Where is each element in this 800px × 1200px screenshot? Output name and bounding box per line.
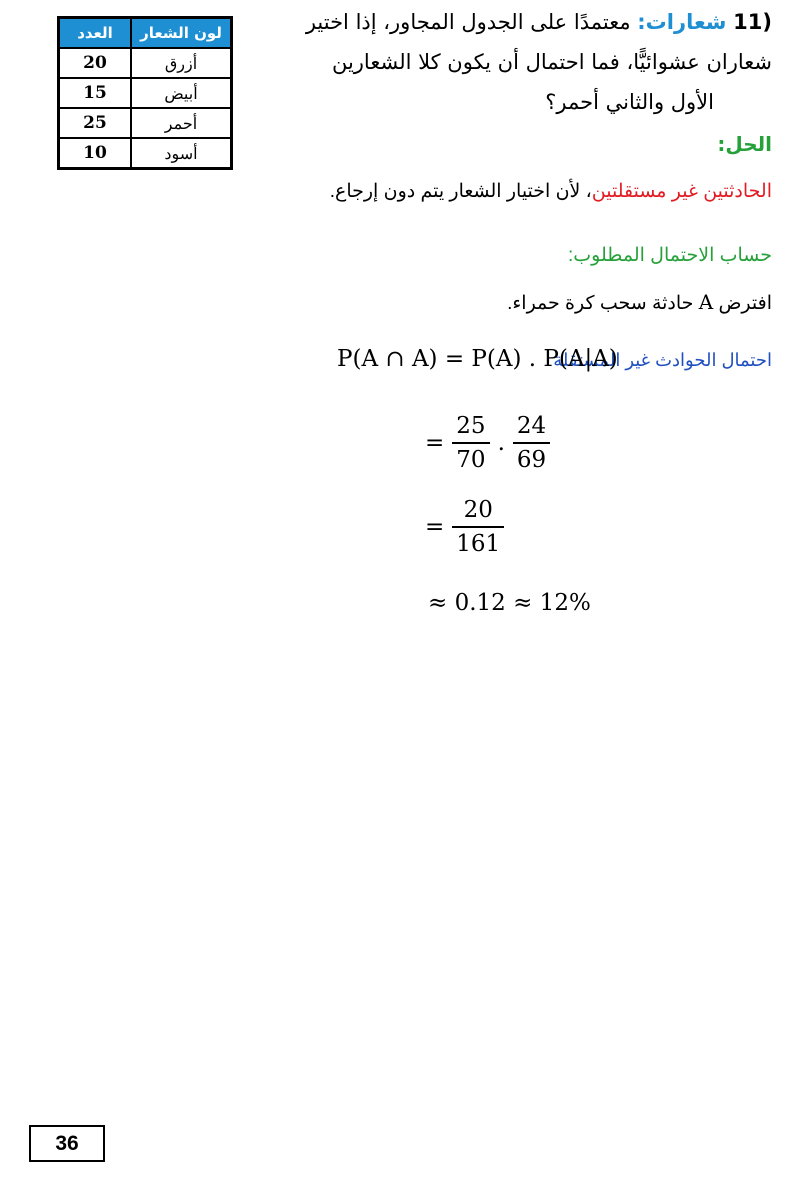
dependent-events-text: الحادثتين غير مستقلتين xyxy=(591,181,772,202)
multiply-dot: . xyxy=(497,430,505,456)
probability-formula: P(A ∩ A) = P(A) . P(A|A) xyxy=(337,346,618,372)
equals-sign: = xyxy=(425,430,445,456)
fraction-denominator: 70 xyxy=(456,447,486,473)
approximate-result: ≈ 0.12 ≈ 12% xyxy=(428,590,591,616)
color-cell: أحمر xyxy=(131,108,232,138)
reason-text: ، لأن اختيار الشعار يتم دون إرجاع. xyxy=(329,181,592,202)
problem-line-1 xyxy=(272,2,772,42)
problem-text-1: معتمدًا على الجدول المجاور، إذا اختير xyxy=(305,10,631,34)
count-cell: 20 xyxy=(59,48,132,78)
table-row xyxy=(59,108,232,138)
simplified-fraction-row xyxy=(425,494,504,560)
assume-suffix: حادثة سحب كرة حمراء. xyxy=(507,293,694,314)
fraction-denominator: 69 xyxy=(516,447,547,473)
fraction-product-row xyxy=(425,410,550,476)
fraction-red-first xyxy=(452,410,489,476)
fraction-numerator: 25 xyxy=(456,413,486,439)
calc-heading: حساب الاحتمال المطلوب: xyxy=(567,245,772,266)
header-color: لون الشعار xyxy=(131,18,232,49)
fraction-result xyxy=(452,494,504,560)
question-number: (11 xyxy=(733,10,772,34)
count-cell: 25 xyxy=(59,108,132,138)
formula-annotation: احتمال الحوادث غير المستقلة xyxy=(553,350,772,370)
fraction-red-second xyxy=(513,410,550,476)
table-row xyxy=(59,138,232,169)
problem-line-2: شعاران عشوائيًّا، فما احتمال أن يكون كلا الشعارين xyxy=(331,50,772,74)
event-variable: A xyxy=(698,290,714,314)
color-cell: أسود xyxy=(131,138,232,169)
color-cell: أزرق xyxy=(131,48,232,78)
header-count: العدد xyxy=(59,18,132,49)
logos-table xyxy=(57,16,233,170)
page-number: 36 xyxy=(29,1125,105,1162)
table-row xyxy=(59,48,232,78)
solution-label: الحل: xyxy=(717,132,772,156)
problem-statement xyxy=(272,2,772,122)
assume-prefix: افترض xyxy=(718,293,772,314)
assumption-line xyxy=(507,290,772,315)
table-row xyxy=(59,78,232,108)
equals-sign: = xyxy=(425,514,445,540)
table-header-row xyxy=(59,18,232,49)
fraction-denominator: 161 xyxy=(456,531,501,557)
fraction-numerator: 20 xyxy=(463,497,493,523)
count-cell: 15 xyxy=(59,78,132,108)
color-cell: أبيض xyxy=(131,78,232,108)
problem-line-3: الأول والثاني أحمر؟ xyxy=(545,90,714,114)
fraction-numerator: 24 xyxy=(516,413,547,439)
count-cell: 10 xyxy=(59,138,132,169)
dependence-statement xyxy=(330,180,772,203)
problem-topic: شعارات: xyxy=(637,10,727,34)
